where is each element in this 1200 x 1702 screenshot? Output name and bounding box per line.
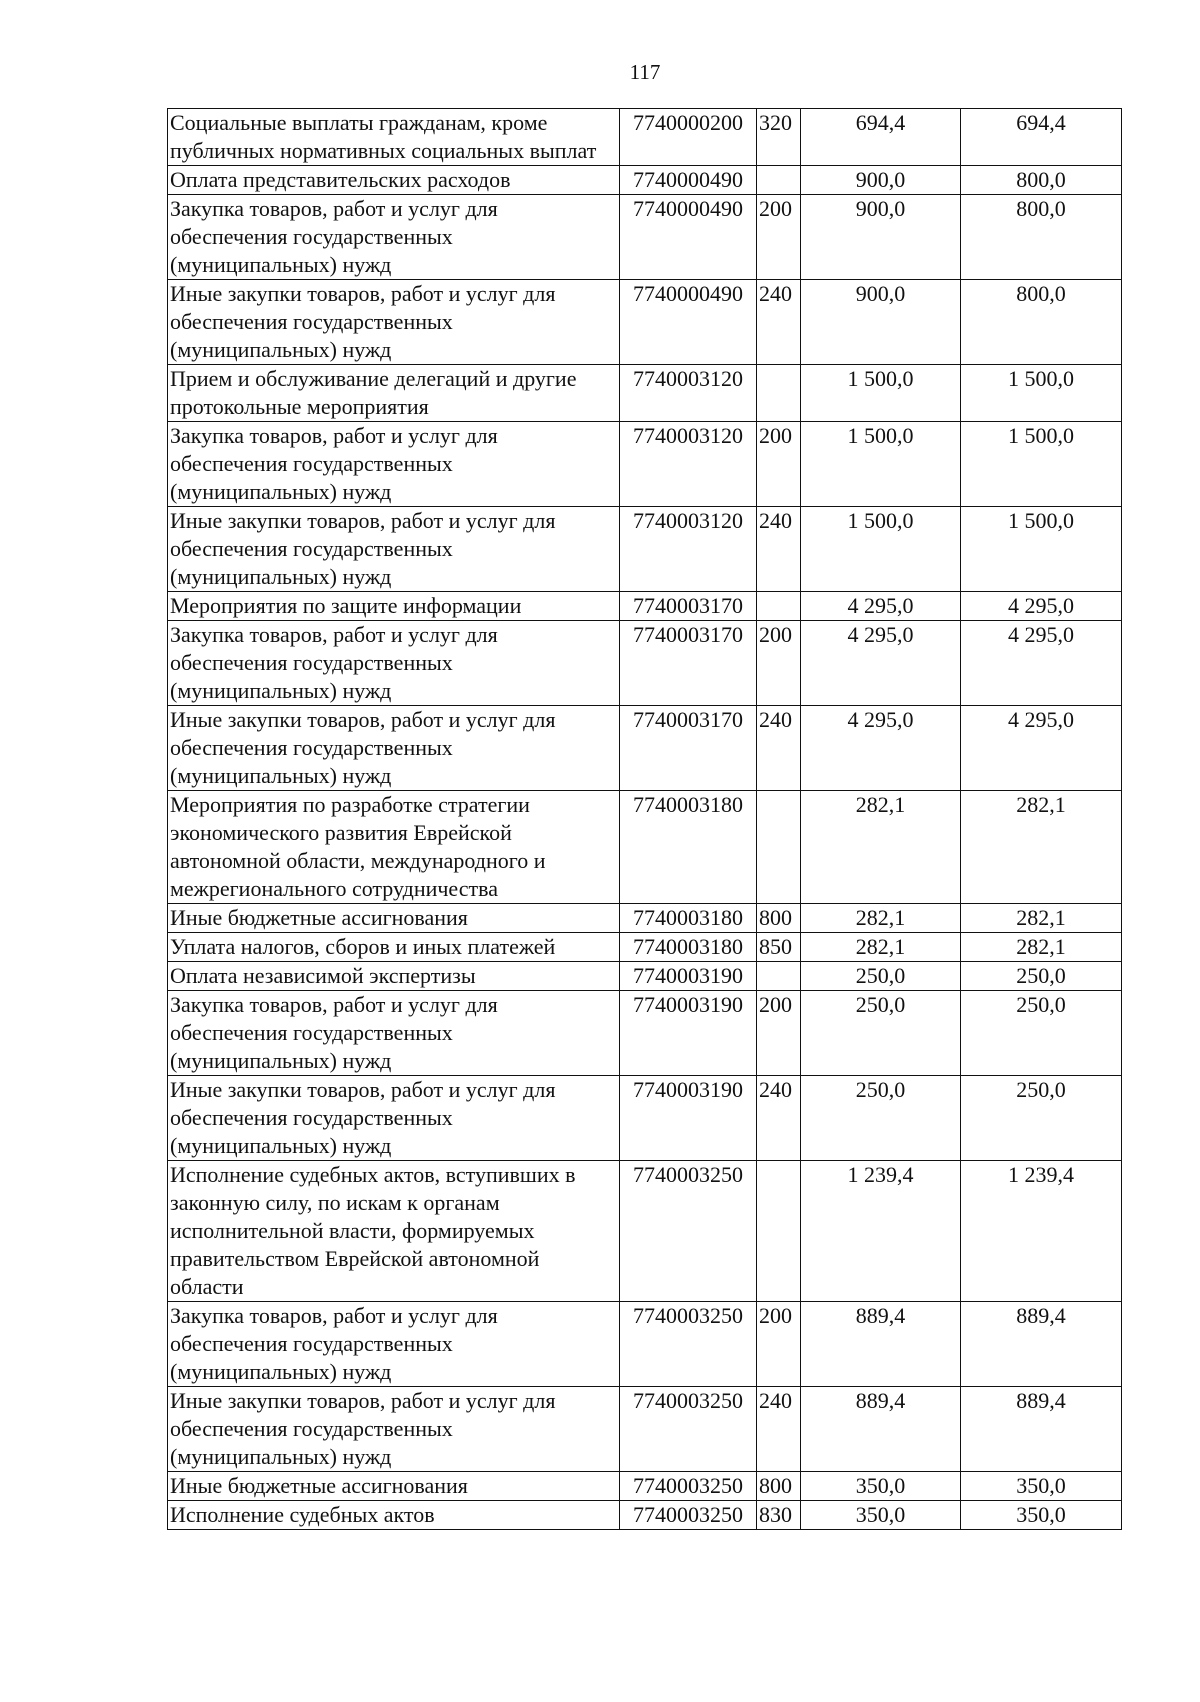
expense-name-cell: Мероприятия по разработке стратегии экономического развития Еврейской автономной области, международного и межрегионального сотрудничества [168, 791, 620, 904]
page-number: 117 [629, 60, 661, 84]
expense-name-cell: Закупка товаров, работ и услуг для обеспечения государственных (муниципальных) нужд [168, 422, 620, 507]
table-row [168, 706, 1122, 791]
target-code-cell: 7740003190 [620, 991, 757, 1076]
expense-name-cell: Иные бюджетные ассигнования [168, 1472, 620, 1501]
expense-type-cell: 240 [757, 280, 801, 365]
target-code-cell: 7740003250 [620, 1161, 757, 1302]
amount-year2-cell: 250,0 [961, 962, 1122, 991]
expense-type-cell [757, 166, 801, 195]
amount-year2-cell: 250,0 [961, 991, 1122, 1076]
expense-type-cell [757, 365, 801, 422]
target-code-cell: 7740003120 [620, 422, 757, 507]
table-row [168, 933, 1122, 962]
expense-name-cell: Уплата налогов, сборов и иных платежей [168, 933, 620, 962]
expense-type-cell: 850 [757, 933, 801, 962]
expense-name-cell: Оплата независимой экспертизы [168, 962, 620, 991]
target-code-cell: 7740003250 [620, 1472, 757, 1501]
target-code-cell: 7740003120 [620, 507, 757, 592]
amount-year1-cell: 1 239,4 [801, 1161, 961, 1302]
expense-type-cell [757, 1161, 801, 1302]
amount-year1-cell: 4 295,0 [801, 621, 961, 706]
amount-year1-cell: 250,0 [801, 991, 961, 1076]
amount-year1-cell: 900,0 [801, 166, 961, 195]
expense-type-cell: 320 [757, 109, 801, 166]
expense-type-cell: 200 [757, 621, 801, 706]
target-code-cell: 7740003180 [620, 791, 757, 904]
amount-year2-cell: 282,1 [961, 904, 1122, 933]
amount-year2-cell: 800,0 [961, 280, 1122, 365]
expense-name-cell: Социальные выплаты гражданам, кроме публичных нормативных социальных выплат [168, 109, 620, 166]
table-row [168, 592, 1122, 621]
table-row [168, 507, 1122, 592]
budget-table-body [168, 109, 1122, 1530]
budget-table [167, 108, 1122, 1530]
target-code-cell: 7740000200 [620, 109, 757, 166]
amount-year2-cell: 694,4 [961, 109, 1122, 166]
target-code-cell: 7740000490 [620, 166, 757, 195]
amount-year2-cell: 1 500,0 [961, 365, 1122, 422]
table-row [168, 166, 1122, 195]
target-code-cell: 7740000490 [620, 195, 757, 280]
amount-year2-cell: 889,4 [961, 1302, 1122, 1387]
table-row [168, 1302, 1122, 1387]
amount-year2-cell: 4 295,0 [961, 621, 1122, 706]
amount-year2-cell: 282,1 [961, 791, 1122, 904]
expense-type-cell [757, 791, 801, 904]
table-row [168, 991, 1122, 1076]
expense-type-cell: 200 [757, 195, 801, 280]
amount-year1-cell: 4 295,0 [801, 706, 961, 791]
target-code-cell: 7740003250 [620, 1302, 757, 1387]
target-code-cell: 7740003180 [620, 904, 757, 933]
amount-year1-cell: 1 500,0 [801, 507, 961, 592]
expense-type-cell: 240 [757, 1387, 801, 1472]
table-row [168, 791, 1122, 904]
expense-type-cell: 200 [757, 422, 801, 507]
expense-name-cell: Оплата представительских расходов [168, 166, 620, 195]
amount-year2-cell: 1 500,0 [961, 507, 1122, 592]
table-row [168, 1076, 1122, 1161]
expense-type-cell: 240 [757, 706, 801, 791]
table-row [168, 621, 1122, 706]
amount-year2-cell: 4 295,0 [961, 592, 1122, 621]
amount-year2-cell: 350,0 [961, 1501, 1122, 1530]
expense-name-cell: Иные закупки товаров, работ и услуг для обеспечения государственных (муниципальных) нужд [168, 280, 620, 365]
expense-name-cell: Иные закупки товаров, работ и услуг для обеспечения государственных (муниципальных) нужд [168, 507, 620, 592]
expense-type-cell: 800 [757, 1472, 801, 1501]
amount-year2-cell: 800,0 [961, 166, 1122, 195]
amount-year2-cell: 1 239,4 [961, 1161, 1122, 1302]
target-code-cell: 7740003250 [620, 1501, 757, 1530]
table-row [168, 1472, 1122, 1501]
amount-year1-cell: 900,0 [801, 280, 961, 365]
target-code-cell: 7740003190 [620, 1076, 757, 1161]
amount-year1-cell: 250,0 [801, 962, 961, 991]
expense-name-cell: Мероприятия по защите информации [168, 592, 620, 621]
amount-year1-cell: 350,0 [801, 1501, 961, 1530]
expense-type-cell: 240 [757, 1076, 801, 1161]
table-row [168, 280, 1122, 365]
amount-year1-cell: 4 295,0 [801, 592, 961, 621]
expense-type-cell: 240 [757, 507, 801, 592]
expense-name-cell: Закупка товаров, работ и услуг для обеспечения государственных (муниципальных) нужд [168, 1302, 620, 1387]
expense-name-cell: Исполнение судебных актов [168, 1501, 620, 1530]
amount-year2-cell: 282,1 [961, 933, 1122, 962]
table-row [168, 1387, 1122, 1472]
expense-name-cell: Закупка товаров, работ и услуг для обеспечения государственных (муниципальных) нужд [168, 991, 620, 1076]
target-code-cell: 7740003180 [620, 933, 757, 962]
table-row [168, 1501, 1122, 1530]
amount-year2-cell: 350,0 [961, 1472, 1122, 1501]
target-code-cell: 7740003170 [620, 592, 757, 621]
amount-year1-cell: 282,1 [801, 933, 961, 962]
amount-year2-cell: 250,0 [961, 1076, 1122, 1161]
table-row [168, 109, 1122, 166]
amount-year1-cell: 889,4 [801, 1387, 961, 1472]
target-code-cell: 7740003120 [620, 365, 757, 422]
expense-name-cell: Иные закупки товаров, работ и услуг для обеспечения государственных (муниципальных) нужд [168, 706, 620, 791]
table-row [168, 365, 1122, 422]
table-row [168, 195, 1122, 280]
expense-name-cell: Иные закупки товаров, работ и услуг для обеспечения государственных (муниципальных) нужд [168, 1387, 620, 1472]
amount-year1-cell: 1 500,0 [801, 422, 961, 507]
amount-year1-cell: 694,4 [801, 109, 961, 166]
target-code-cell: 7740003190 [620, 962, 757, 991]
amount-year2-cell: 1 500,0 [961, 422, 1122, 507]
expense-name-cell: Иные бюджетные ассигнования [168, 904, 620, 933]
amount-year1-cell: 282,1 [801, 791, 961, 904]
table-row [168, 1161, 1122, 1302]
expense-type-cell: 800 [757, 904, 801, 933]
target-code-cell: 7740003170 [620, 706, 757, 791]
table-row [168, 422, 1122, 507]
amount-year1-cell: 1 500,0 [801, 365, 961, 422]
amount-year1-cell: 282,1 [801, 904, 961, 933]
amount-year1-cell: 889,4 [801, 1302, 961, 1387]
expense-type-cell: 200 [757, 1302, 801, 1387]
expense-type-cell [757, 592, 801, 621]
table-row [168, 962, 1122, 991]
amount-year2-cell: 4 295,0 [961, 706, 1122, 791]
expense-name-cell: Закупка товаров, работ и услуг для обеспечения государственных (муниципальных) нужд [168, 621, 620, 706]
expense-name-cell: Прием и обслуживание делегаций и другие протокольные мероприятия [168, 365, 620, 422]
expense-name-cell: Иные закупки товаров, работ и услуг для обеспечения государственных (муниципальных) нужд [168, 1076, 620, 1161]
amount-year1-cell: 250,0 [801, 1076, 961, 1161]
target-code-cell: 7740003250 [620, 1387, 757, 1472]
amount-year1-cell: 350,0 [801, 1472, 961, 1501]
table-row [168, 904, 1122, 933]
target-code-cell: 7740000490 [620, 280, 757, 365]
expense-type-cell: 200 [757, 991, 801, 1076]
target-code-cell: 7740003170 [620, 621, 757, 706]
expense-name-cell: Закупка товаров, работ и услуг для обеспечения государственных (муниципальных) нужд [168, 195, 620, 280]
amount-year2-cell: 800,0 [961, 195, 1122, 280]
expense-type-cell [757, 962, 801, 991]
expense-type-cell: 830 [757, 1501, 801, 1530]
amount-year1-cell: 900,0 [801, 195, 961, 280]
expense-name-cell: Исполнение судебных актов, вступивших в законную силу, по искам к органам исполнительной власти, формируемых правительством Еврейской автономной области [168, 1161, 620, 1302]
amount-year2-cell: 889,4 [961, 1387, 1122, 1472]
